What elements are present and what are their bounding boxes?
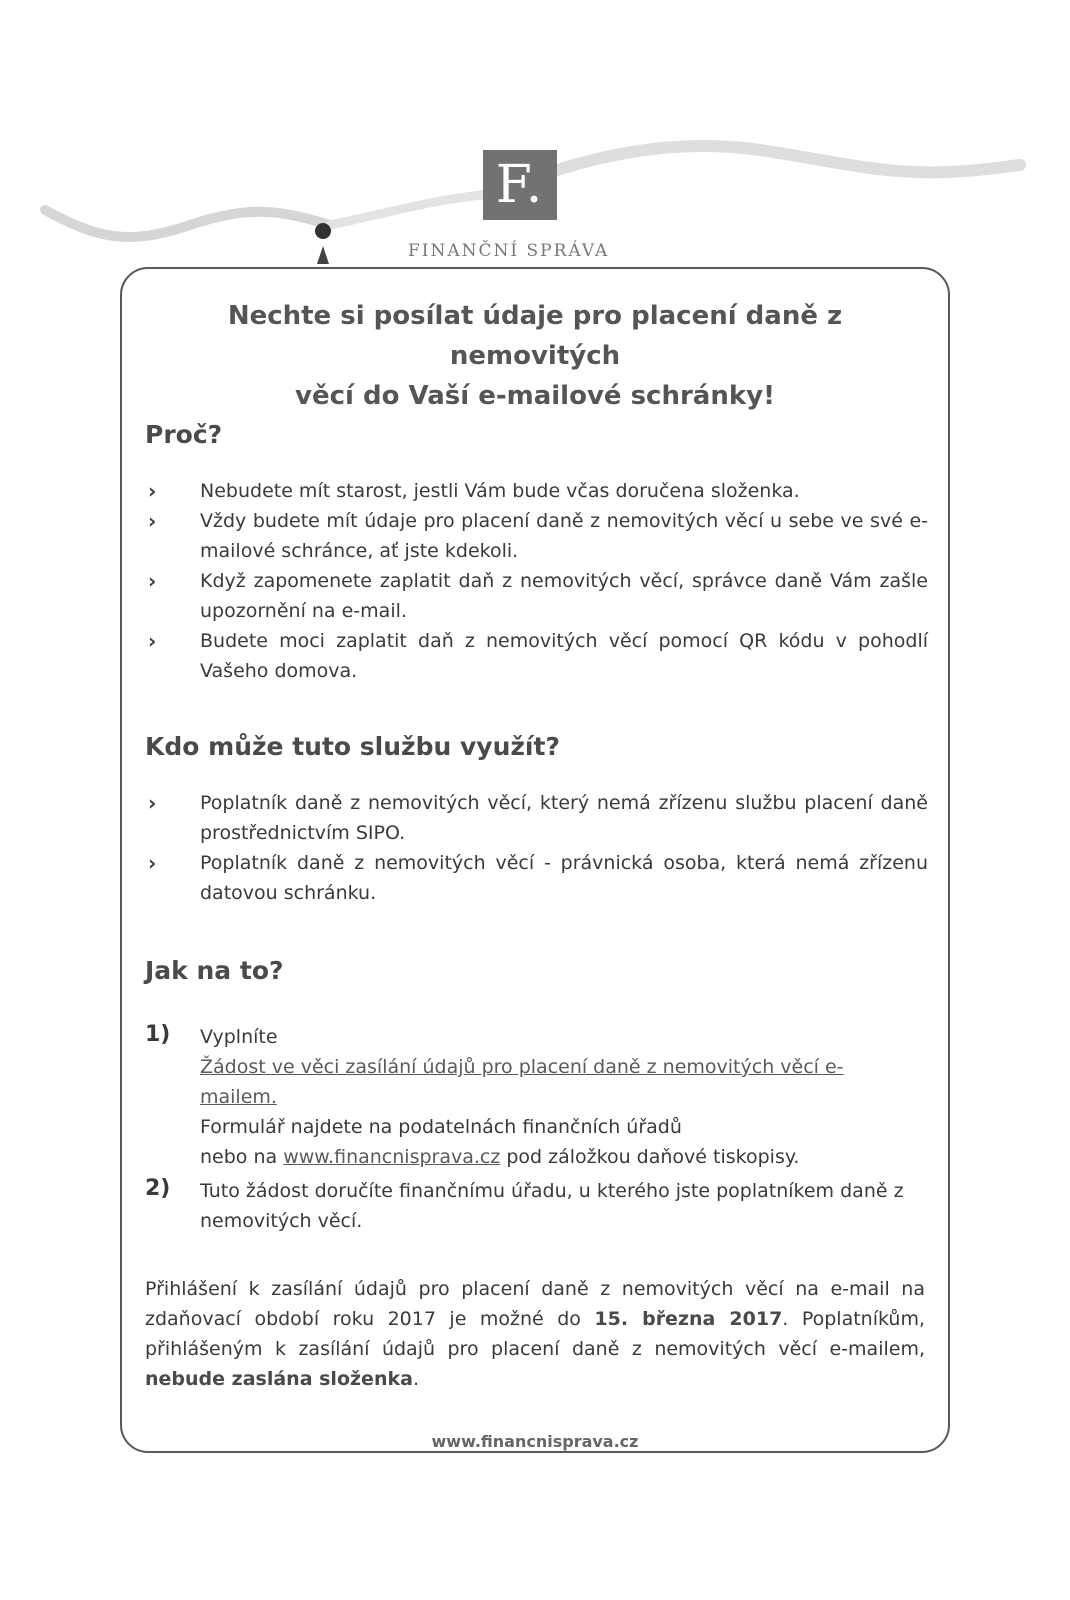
list-item: › Poplatník daně z nemovitých věcí - právnická osoba, která nemá zřízenu datovou schránku. [148,848,928,908]
section-heading-why: Proč? [145,420,223,449]
title-line-1: Nechte si posílat údaje pro placení daně z nemovitých [227,301,843,371]
brand-logo [483,150,557,220]
step-1-intro: Vyplníte [200,1026,278,1048]
closing-paragraph: Přihlášení k zasílání údajů pro placení daně z nemovitých věcí na e-mail na zdaňovací období roku 2017 je možné do 15. března 2017. Poplatníkům, přihlášeným k zasílání údajů pro placení daně z nemovitých věcí e-mailem, nebude zaslána složenka. [145,1278,925,1390]
section-heading-how: Jak na to? [145,956,284,985]
header-wave-decoration [0,0,1070,280]
step-number-1: 1) [145,1022,171,1047]
step-number-2: 2) [145,1176,171,1201]
page-title [150,296,920,416]
title-line-2: věcí do Vaší e-mailové schránky! [295,381,775,411]
deadline-date: 15. března 2017 [594,1308,783,1330]
chevron-right-icon: › [148,791,157,815]
form-link[interactable]: Žádost ve věci zasílání údajů pro placení daně z nemovitých věcí e-mailem. [200,1056,844,1108]
step-1 [200,1022,920,1172]
list-item: › Když zapomenete zaplatit daň z nemovitých věcí, správce daně Vám zašle upozornění na e-mail. [148,566,928,626]
why-bullet-list [148,476,928,686]
chevron-right-icon: › [148,569,157,593]
step-2-text: Tuto žádost doručíte finančnímu úřadu, u kterého jste poplatníkem daně z nemovitých věcí. [200,1180,904,1232]
website-link[interactable]: www.financnisprava.cz [283,1146,501,1168]
logo-letter: F. [495,155,545,215]
footer-url[interactable]: www.financnisprava.cz [431,1432,639,1451]
list-item: › Nebudete mít starost, jestli Vám bude včas doručena složenka. [148,476,928,506]
brand-name: FINANČNÍ SPRÁVA [408,241,610,261]
step-1-form-location: Formulář najdete na podatelnách finančních úřadů [200,1116,682,1138]
section-heading-who: Kdo může tuto službu využít? [145,732,560,761]
chevron-right-icon: › [148,479,157,503]
chevron-right-icon: › [148,509,157,533]
wave-dot-icon [315,223,331,239]
wave-marker-icon [317,246,329,264]
list-item: › Budete moci zaplatit daň z nemovitých věcí pomocí QR kódu v pohodlí Vašeho domova. [148,626,928,686]
step-1-website-line: nebo na www.financnisprava.cz pod záložkou daňové tiskopisy. [200,1146,800,1168]
step-2 [200,1176,920,1236]
who-bullet-list [148,788,928,908]
no-slip-notice: nebude zaslána složenka [145,1368,413,1390]
list-item: › Poplatník daně z nemovitých věcí, který nemá zřízenu službu placení daně prostřednictvím SIPO. [148,788,928,848]
chevron-right-icon: › [148,851,157,875]
chevron-right-icon: › [148,629,157,653]
list-item: › Vždy budete mít údaje pro placení daně z nemovitých věcí u sebe ve své e-mailové schránce, ať jste kdekoli. [148,506,928,566]
